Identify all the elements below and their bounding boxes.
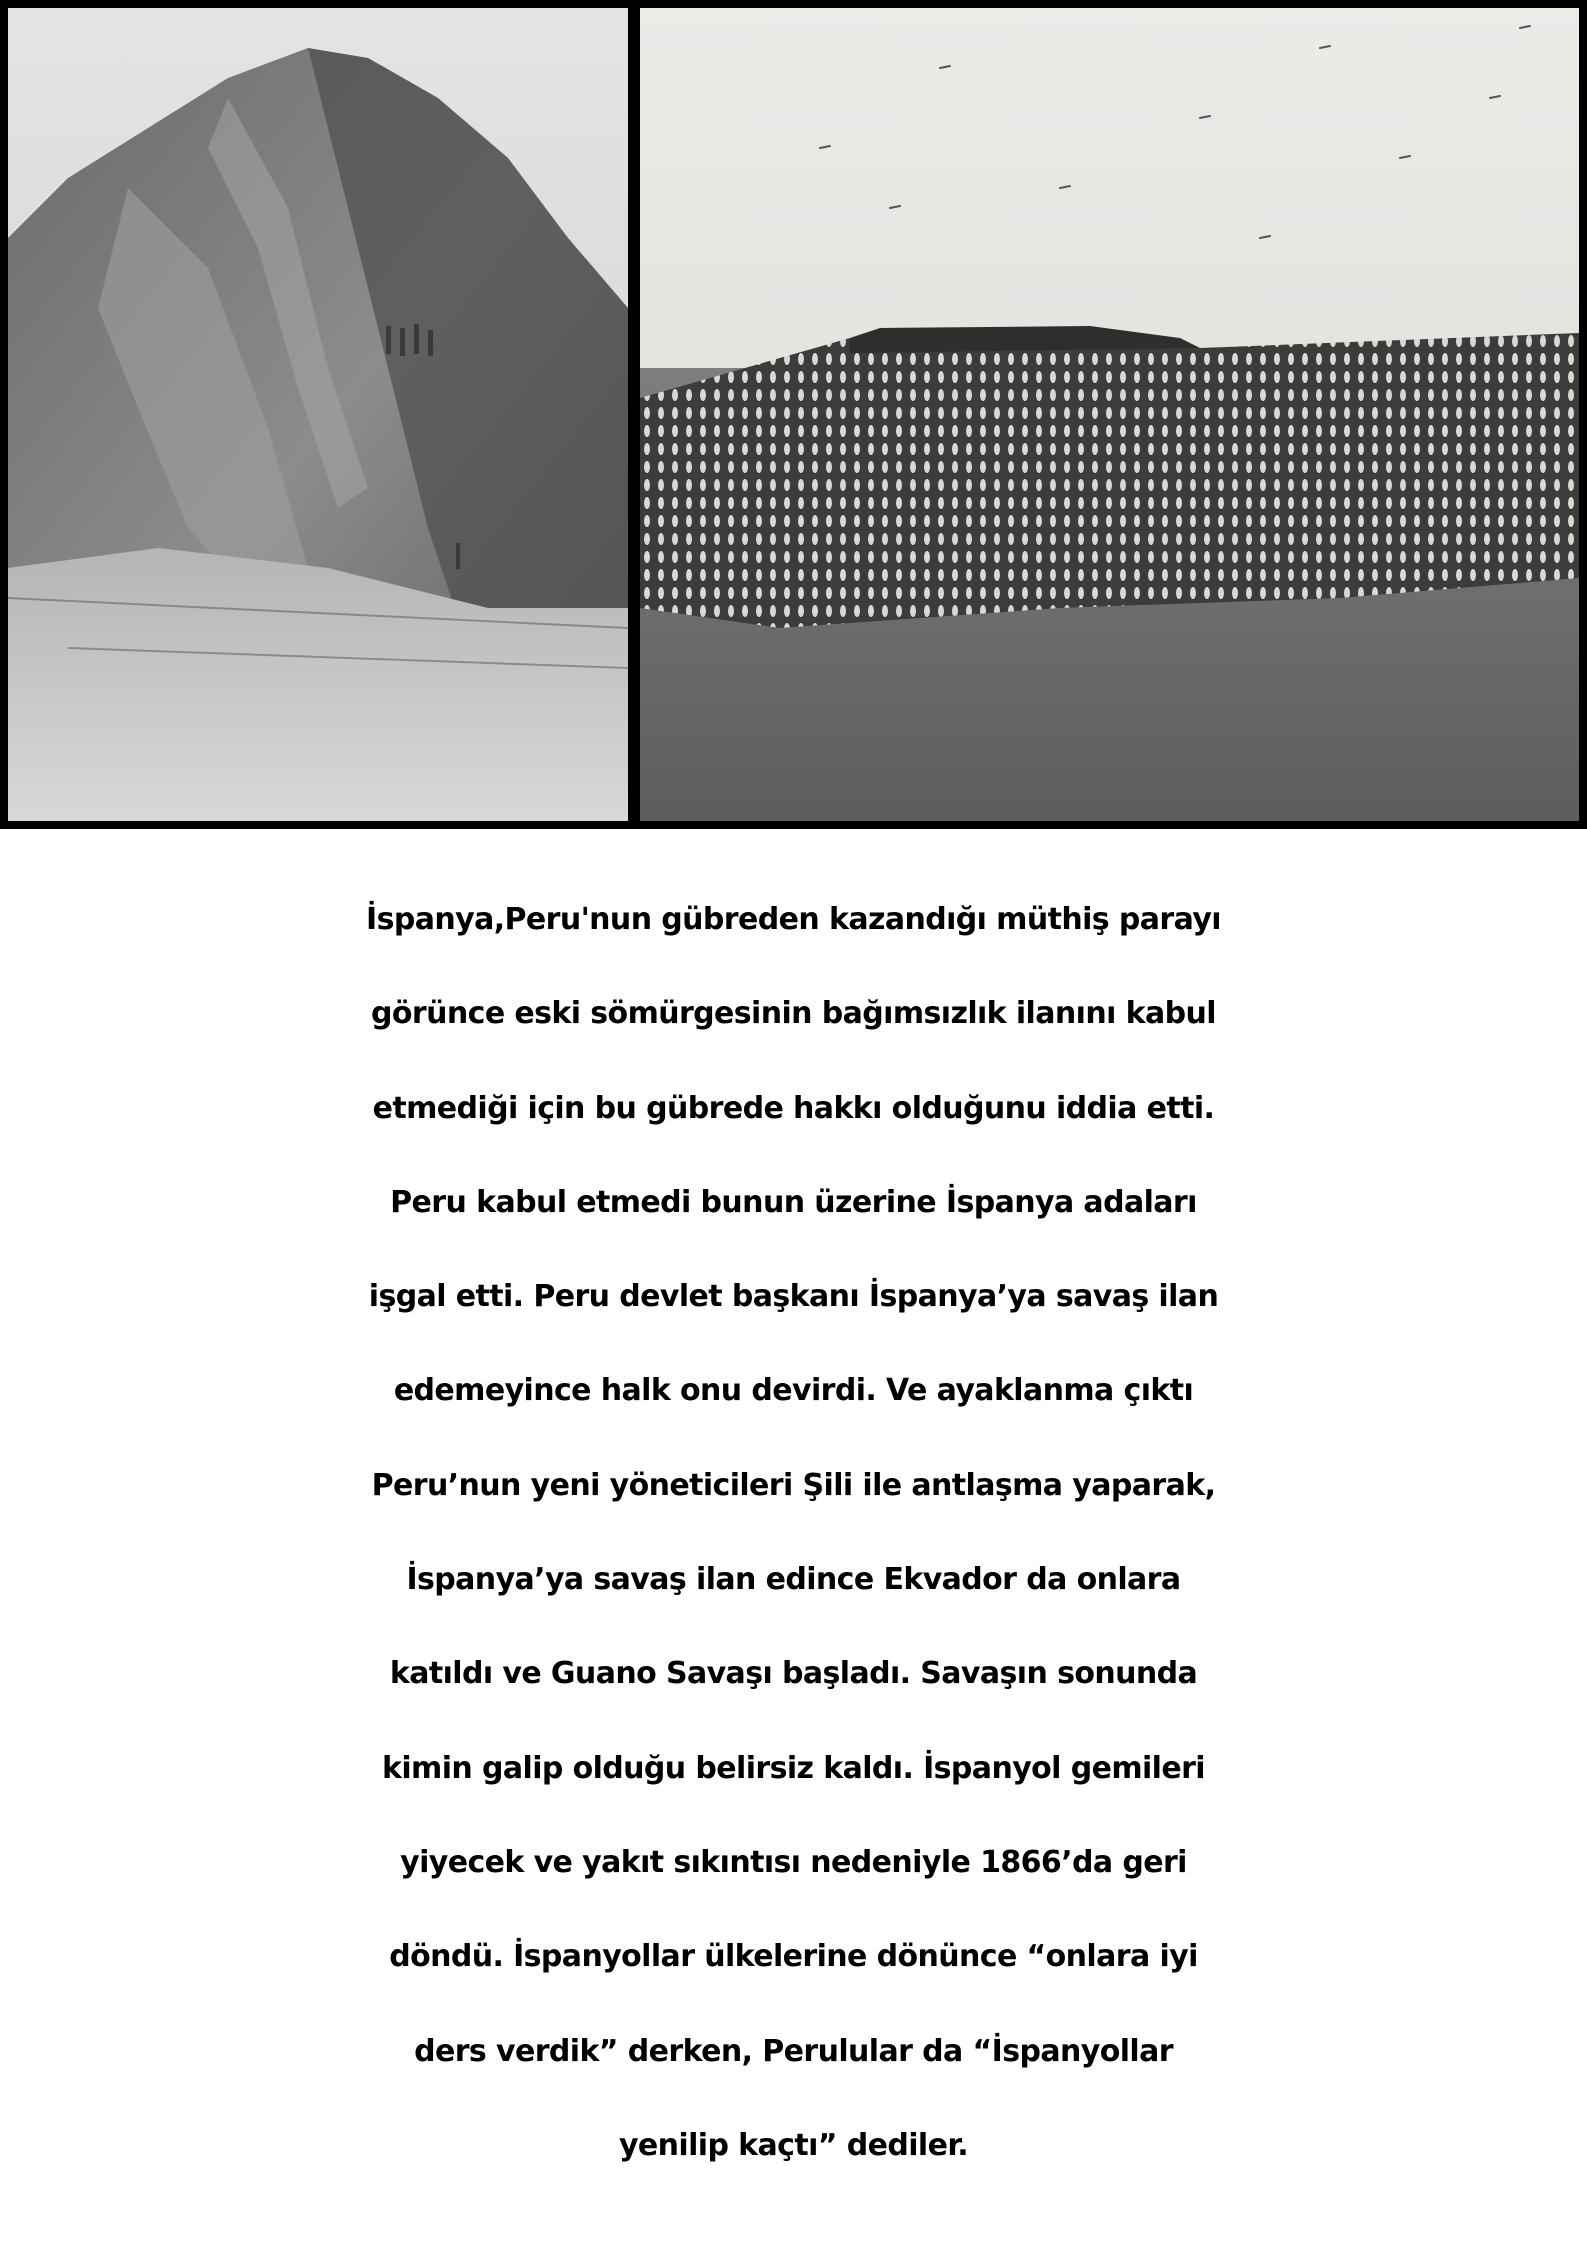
caption-line: ders verdik” derken, Perulular da “İspanyollar <box>414 2033 1173 2069</box>
caption-line: katıldı ve Guano Savaşı başladı. Savaşın sonunda <box>389 1656 1198 1692</box>
caption-line: Peru’nun yeni yöneticileri Şili ile antlaşma yaparak, <box>371 1467 1216 1503</box>
caption-line: İspanya,Peru'nun gübreden kazandığı müthiş parayı <box>366 902 1221 937</box>
caption-line: Peru kabul etmedi bunun üzerine İspanya adaları <box>390 1184 1197 1220</box>
caption-line: döndü. İspanyollar ülkelerine dönünce “onlara iyi <box>389 1939 1198 1975</box>
caption-line: işgal etti. Peru devlet başkanı İspanya’ya savaş ilan <box>368 1279 1219 1315</box>
guano-cliff-image <box>8 8 628 821</box>
seabird-colony-photo <box>640 8 1579 821</box>
caption-line: görünce eski sömürgesinin bağımsızlık ilanını kabul <box>371 996 1216 1032</box>
caption-line: edemeyince halk onu devirdi. Ve ayaklanma çıktı <box>393 1373 1194 1409</box>
caption-line: kimin galip olduğu belirsiz kaldı. İspanyol gemileri <box>382 1750 1205 1786</box>
caption-line: yenilip kaçtı” dediler. <box>618 2127 969 2163</box>
seabird-colony-image <box>640 8 1579 821</box>
guano-cliff-photo <box>8 8 628 821</box>
caption-text <box>0 873 1587 2193</box>
caption-line: yiyecek ve yakıt sıkıntısı nedeniyle 1866’da geri <box>400 1844 1187 1880</box>
photo-strip <box>0 0 1587 829</box>
caption-line: İspanya’ya savaş ilan edince Ekvador da onlara <box>406 1562 1181 1598</box>
caption-line: etmediği için bu gübrede hakkı olduğunu iddia etti. <box>372 1090 1215 1126</box>
